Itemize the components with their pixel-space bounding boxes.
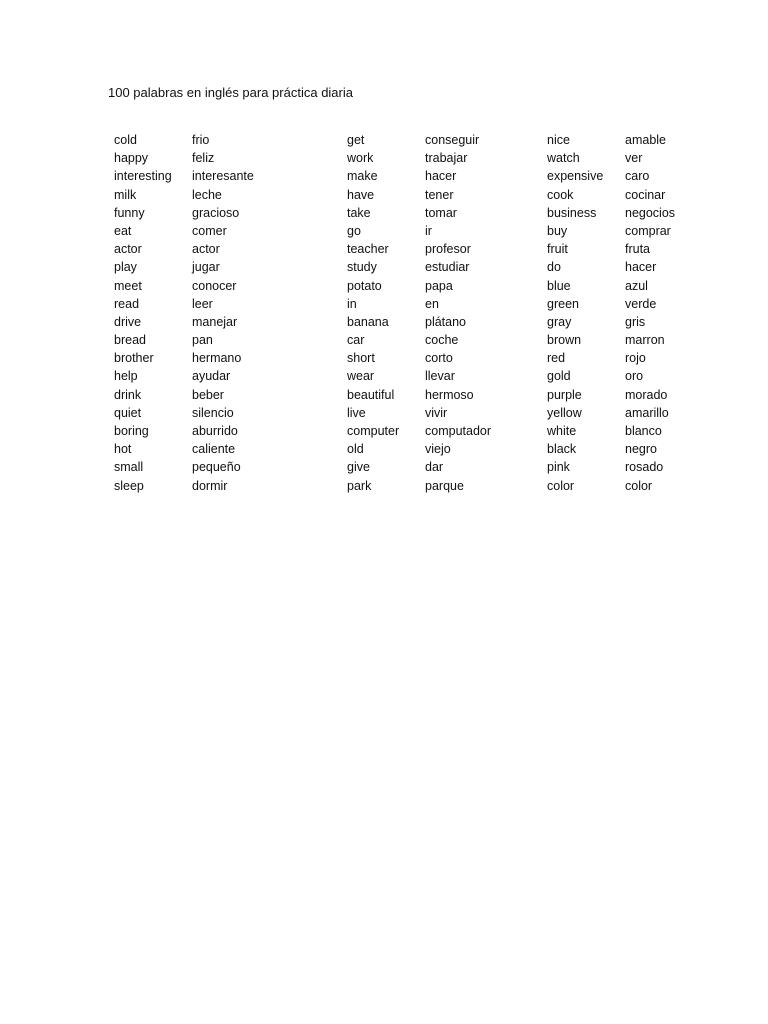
- english-word: help: [114, 369, 138, 384]
- spanish-word: dar: [425, 460, 444, 475]
- english-word: milk: [114, 187, 137, 202]
- english-word: make: [347, 169, 378, 184]
- spanish-word: cocinar: [625, 187, 666, 202]
- spanish-word: gris: [625, 314, 646, 329]
- english-word: business: [547, 205, 597, 220]
- spanish-word: negro: [625, 442, 657, 457]
- spanish-word: rosado: [625, 460, 664, 475]
- spanish-word: frio: [192, 133, 210, 147]
- english-word: do: [547, 260, 561, 275]
- spanish-word: gracioso: [192, 205, 240, 220]
- spanish-word: aburrido: [192, 424, 238, 438]
- spanish-word: verde: [625, 296, 657, 311]
- spanish-word: papa: [425, 278, 453, 293]
- english-word: bread: [114, 333, 146, 348]
- english-word: brother: [114, 351, 154, 366]
- english-word: meet: [114, 278, 142, 293]
- english-word: brown: [547, 333, 582, 348]
- english-word: blue: [547, 278, 571, 293]
- spanish-word: silencio: [192, 405, 234, 420]
- spanish-word: plátano: [425, 314, 467, 329]
- english-word: color: [547, 478, 575, 493]
- vocabulary-table: [0, 131, 768, 501]
- english-word: teacher: [347, 242, 389, 257]
- spanish-word: oro: [625, 369, 644, 384]
- english-word: actor: [114, 242, 142, 257]
- english-word: have: [347, 187, 375, 202]
- spanish-word: dormir: [192, 478, 228, 493]
- english-word: interesting: [114, 169, 172, 184]
- english-word: drink: [114, 387, 142, 402]
- spanish-word: azul: [625, 278, 648, 293]
- spanish-word: leer: [192, 296, 213, 311]
- english-word: green: [547, 296, 579, 311]
- english-word: study: [347, 260, 377, 275]
- english-word: gray: [547, 314, 572, 329]
- spanish-word: comprar: [625, 223, 671, 238]
- spanish-word: ayudar: [192, 369, 231, 384]
- english-word: white: [547, 424, 577, 438]
- spanish-word: amable: [625, 133, 666, 147]
- spanish-word: conseguir: [425, 133, 480, 147]
- spanish-word: hermoso: [425, 387, 474, 402]
- spanish-word: coche: [425, 333, 459, 348]
- english-word: gold: [547, 369, 571, 384]
- english-word: go: [347, 223, 361, 238]
- english-word: short: [347, 351, 375, 366]
- spanish-word: manejar: [192, 314, 238, 329]
- spanish-word: llevar: [425, 369, 455, 384]
- english-word: small: [114, 460, 144, 475]
- english-word: funny: [114, 205, 145, 220]
- english-word: beautiful: [347, 387, 395, 402]
- english-word: wear: [347, 369, 375, 384]
- english-word: cook: [547, 187, 574, 202]
- spanish-word: ver: [625, 151, 643, 166]
- page-title: 100 palabras en inglés para práctica diaria: [108, 85, 353, 100]
- english-word: black: [547, 442, 577, 457]
- spanish-word: estudiar: [425, 260, 470, 275]
- spanish-word: actor: [192, 242, 220, 257]
- english-word: potato: [347, 278, 382, 293]
- english-word: cold: [114, 133, 137, 147]
- spanish-word: conocer: [192, 278, 237, 293]
- spanish-word: vivir: [425, 405, 448, 420]
- english-word: nice: [547, 133, 570, 147]
- spanish-word: fruta: [625, 242, 651, 257]
- english-word: drive: [114, 314, 142, 329]
- english-word: in: [347, 296, 357, 311]
- spanish-word: en: [425, 296, 439, 311]
- english-word: play: [114, 260, 137, 275]
- spanish-word: caro: [625, 169, 650, 184]
- spanish-word: tomar: [425, 205, 457, 220]
- english-word: computer: [347, 424, 400, 438]
- spanish-word: interesante: [192, 169, 254, 184]
- spanish-word: morado: [625, 387, 668, 402]
- spanish-word: pan: [192, 333, 213, 348]
- spanish-word: computador: [425, 424, 492, 438]
- english-word: boring: [114, 424, 149, 438]
- english-word: give: [347, 460, 370, 475]
- english-word: hot: [114, 442, 132, 457]
- english-word: read: [114, 296, 140, 311]
- english-word: sleep: [114, 478, 144, 493]
- english-word: red: [547, 351, 566, 366]
- spanish-word: pequeño: [192, 460, 241, 475]
- english-word: buy: [547, 223, 568, 238]
- spanish-word: viejo: [425, 442, 451, 457]
- english-word: eat: [114, 223, 132, 238]
- spanish-word: hacer: [425, 169, 457, 184]
- english-word: watch: [547, 151, 580, 166]
- english-word: park: [347, 478, 372, 493]
- english-word: pink: [547, 460, 570, 475]
- spanish-word: comer: [192, 223, 227, 238]
- spanish-word: color: [625, 478, 653, 493]
- spanish-word: trabajar: [425, 151, 468, 166]
- english-word: car: [347, 333, 365, 348]
- spanish-word: amarillo: [625, 405, 669, 420]
- spanish-word: rojo: [625, 351, 646, 366]
- spanish-word: jugar: [192, 260, 220, 275]
- spanish-word: corto: [425, 351, 453, 366]
- spanish-word: beber: [192, 387, 224, 402]
- spanish-word: feliz: [192, 151, 215, 166]
- english-word: take: [347, 205, 371, 220]
- spanish-word: negocios: [625, 205, 676, 220]
- spanish-word: hacer: [625, 260, 657, 275]
- english-word: fruit: [547, 242, 568, 257]
- english-word: old: [347, 442, 364, 457]
- spanish-word: caliente: [192, 442, 236, 457]
- spanish-word: parque: [425, 478, 464, 493]
- english-word: live: [347, 405, 366, 420]
- spanish-word: marron: [625, 333, 665, 348]
- english-word: work: [347, 151, 374, 166]
- english-word: yellow: [547, 405, 582, 420]
- english-word: get: [347, 133, 365, 147]
- spanish-word: blanco: [625, 424, 662, 438]
- english-word: happy: [114, 151, 149, 166]
- spanish-word: hermano: [192, 351, 242, 366]
- spanish-word: profesor: [425, 242, 471, 257]
- spanish-word: ir: [425, 223, 432, 238]
- english-word: banana: [347, 314, 389, 329]
- english-word: purple: [547, 387, 582, 402]
- spanish-word: leche: [192, 187, 222, 202]
- spanish-word: tener: [425, 187, 454, 202]
- english-word: quiet: [114, 405, 142, 420]
- english-word: expensive: [547, 169, 604, 184]
